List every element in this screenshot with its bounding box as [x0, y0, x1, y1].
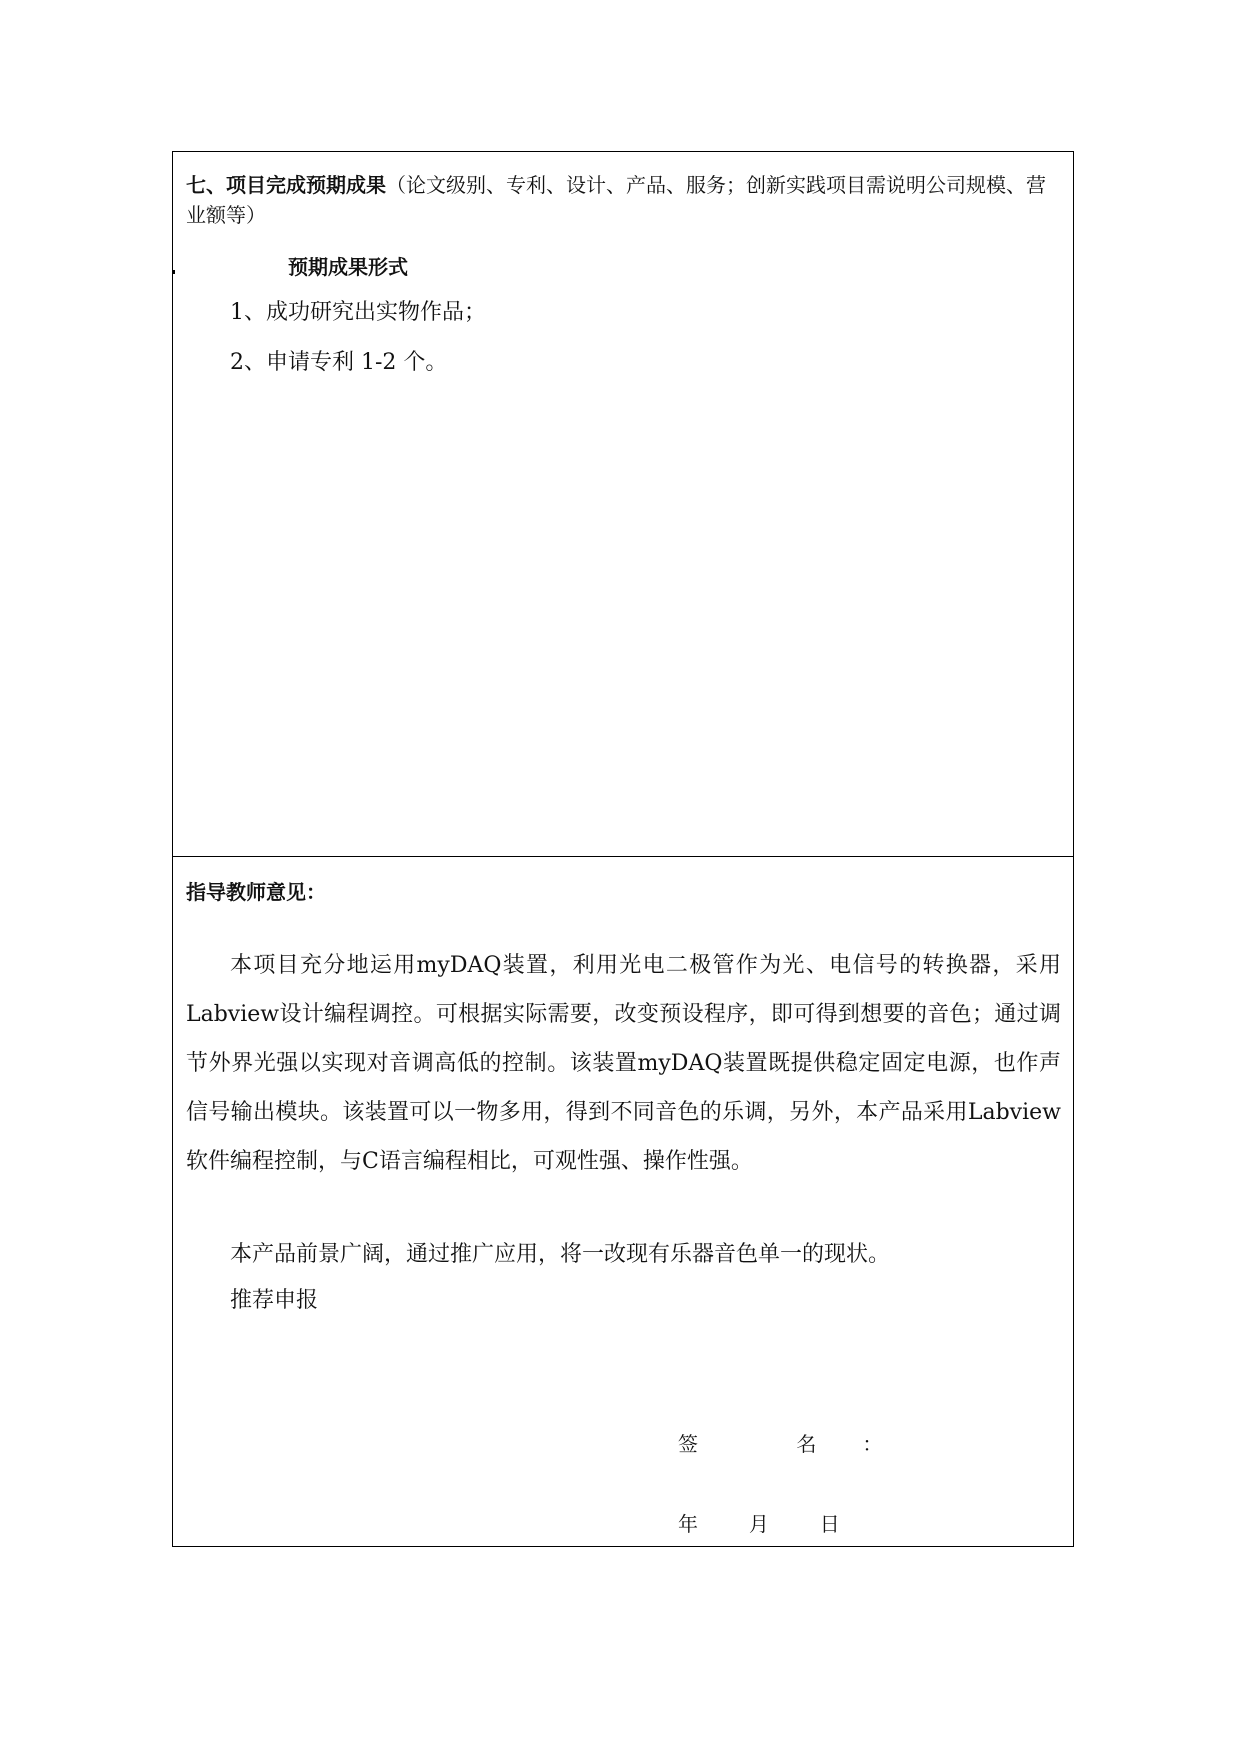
outcome-item-1: 1、成功研究出实物作品；: [230, 300, 486, 325]
date-label: 年 月 日: [678, 1512, 840, 1536]
signature-label: 签 名：: [678, 1432, 929, 1456]
outcomes-heading-title: 七、项目完成预期成果: [186, 173, 386, 197]
expected-outcomes-section: [173, 152, 1073, 857]
margin-mark: [173, 270, 175, 274]
outcome-form-subheading: 预期成果形式: [288, 255, 408, 279]
advisor-prospect-line: 本产品前景广阔，通过推广应用，将一改现有乐器音色单一的现状。: [230, 1242, 891, 1267]
advisor-recommendation: 推荐申报: [230, 1288, 319, 1313]
application-form-table: [172, 151, 1074, 1547]
outcomes-heading: [186, 170, 1063, 230]
outcome-item-2: 2、申请专利 1-2 个。: [230, 350, 448, 375]
advisor-heading: 指导教师意见：: [186, 880, 326, 904]
advisor-opinion-section: [173, 857, 1073, 1546]
outcomes-heading-note: （论文级别、专利、设计、产品、服务；创新实践项目需说明公司规模、营业额等）: [186, 173, 1046, 227]
advisor-opinion-paragraph: 本项目充分地运用myDAQ装置，利用光电二极管作为光、电信号的转换器，采用Labview设计编程调控。可根据实际需要，改变预设程序，即可得到想要的音色；通过调节外界光强以实现对音调高低的控制。该装置myDAQ装置既提供稳定固定电源，也作声信号输出模块。该装置可以一物多用，得到不同音色的乐调，另外，本产品采用Labview软件编程控制，与C语言编程相比，可观性强、操作性强。: [186, 953, 1061, 1174]
